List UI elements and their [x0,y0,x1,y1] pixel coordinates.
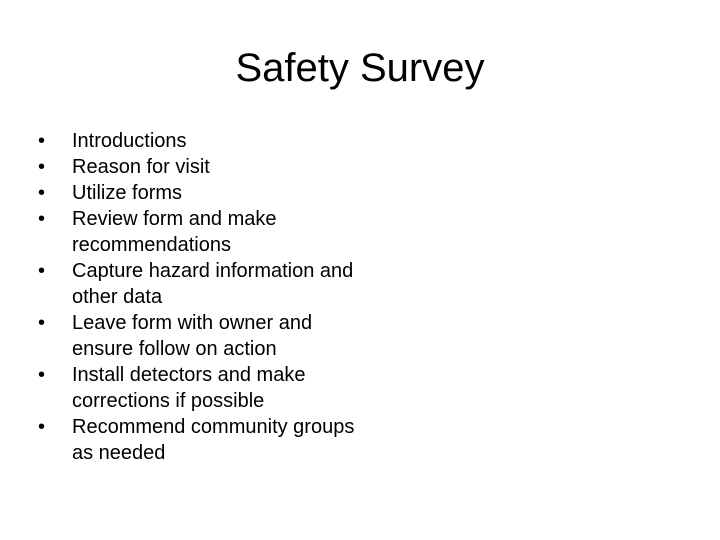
bullet-icon: • [38,364,46,386]
bullet-list [38,128,368,466]
bullet-icon: • [38,130,46,152]
bullet-icon: • [38,416,46,438]
list-item [38,258,368,310]
bullet-icon: • [38,312,46,334]
list-item-text: Introductions [72,130,187,152]
list-item [38,180,368,206]
list-item-text: Leave form with owner and ensure follow on action [72,312,313,360]
list-item-text: Utilize forms [72,182,183,204]
bullet-icon: • [38,260,46,282]
list-item [38,128,368,154]
bullet-icon: • [38,208,46,230]
list-item-text: Reason for visit [72,156,210,178]
list-item [38,414,368,466]
list-item [38,310,368,362]
list-item [38,154,368,180]
list-item-text: Recommend community groups as needed [72,416,355,464]
list-item-text: Review form and make recommendations [72,208,277,256]
slide-title: Safety Survey [235,46,485,90]
list-item [38,206,368,258]
list-item-text: Install detectors and make corrections if possible [72,364,306,412]
list-item-text: Capture hazard information and other data [72,260,354,308]
bullet-icon: • [38,156,46,178]
list-item [38,362,368,414]
bullet-icon: • [38,182,46,204]
